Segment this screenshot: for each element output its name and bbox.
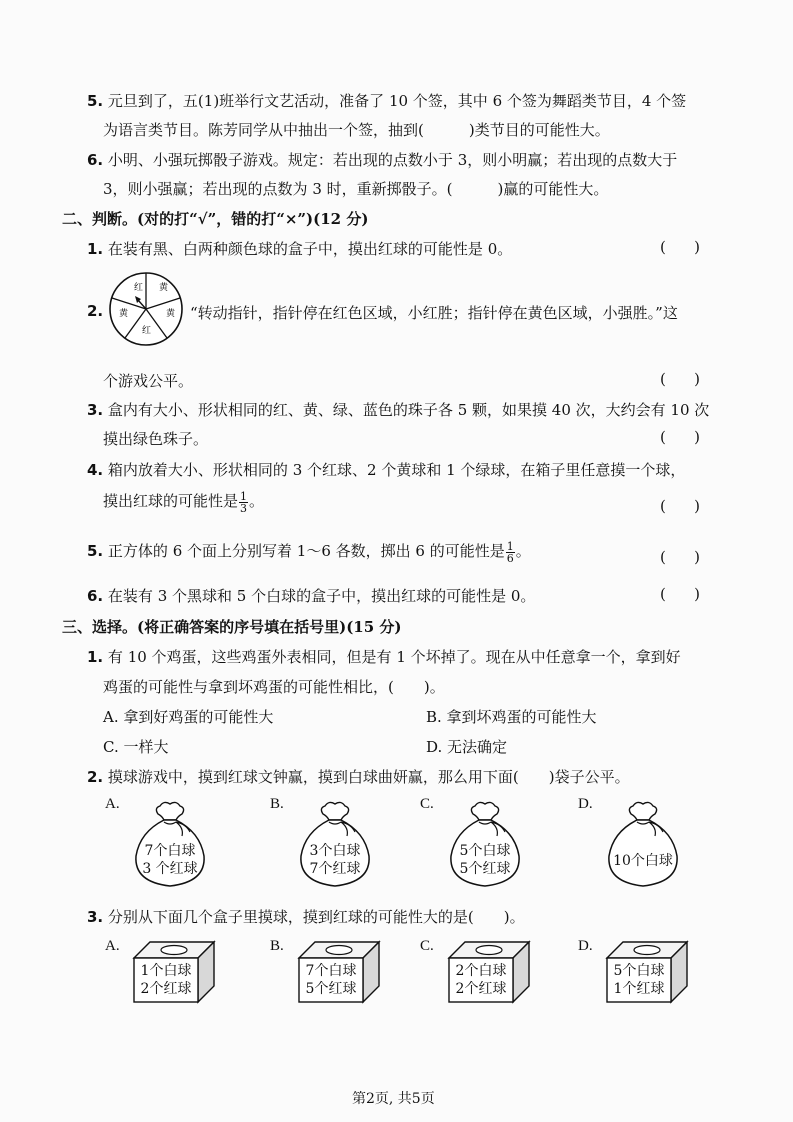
answer-paren[interactable]: ( ) — [660, 585, 700, 603]
bag-label — [445, 842, 525, 878]
answer-paren[interactable]: ( ) — [660, 370, 700, 388]
fraction: $\frac{1}{3}$ — [240, 489, 248, 515]
section-2-title: 二、判断。(对的打“√”，错的打“×”)(12 分) — [62, 210, 369, 228]
question-1-5: 5. 元旦到了，五(1)班举行文艺活动，准备了 10 个签，其中 6 个签为舞蹈类节目，4 个签 — [87, 92, 687, 110]
answer-paren[interactable]: ( ) — [660, 238, 700, 256]
spinner-label: 红 — [142, 326, 152, 336]
option-a[interactable]: A. 拿到好鸡蛋的可能性大 — [103, 708, 274, 726]
judge-3-line2: 摸出绿色珠子。 — [103, 430, 209, 448]
choice-2: 2. 摸球游戏中，摸到红球文钟赢，摸到白球曲妍赢，那么用下面( )袋子公平。 — [87, 768, 630, 786]
ball-box[interactable] — [130, 938, 216, 1004]
box-label — [299, 962, 363, 998]
judge-2-number: 2. — [87, 302, 104, 320]
bag-label-line: 3 个红球 — [142, 861, 198, 877]
ball-bag[interactable] — [295, 798, 375, 890]
bag-label-line: 5个红球 — [459, 861, 511, 877]
bag-option-letter[interactable]: B. — [270, 796, 284, 812]
box-option-letter[interactable]: B. — [270, 938, 284, 954]
ball-bag[interactable] — [603, 798, 683, 890]
question-1-5-line2: 为语言类节目。陈芳同学从中抽出一个签，抽到( )类节目的可能性大。 — [103, 121, 610, 139]
question-1-6: 6. 小明、小强玩掷骰子游戏。规定：若出现的点数小于 3，则小明赢；若出现的点数大于 — [87, 151, 678, 169]
answer-paren[interactable]: ( ) — [660, 428, 700, 446]
option-b[interactable]: B. 拿到坏鸡蛋的可能性大 — [426, 708, 597, 726]
box-label-line: 2个白球 — [455, 963, 507, 979]
bag-icon — [603, 798, 683, 890]
box-label — [607, 962, 671, 998]
box-label-line: 2个红球 — [140, 981, 192, 997]
choice-1-line2: 鸡蛋的可能性与拿到坏鸡蛋的可能性相比，( )。 — [103, 678, 445, 696]
ball-box[interactable] — [295, 938, 381, 1004]
spinner-diagram — [108, 271, 184, 347]
box-label-line: 2个红球 — [455, 981, 507, 997]
page-footer: 第2页, 共5页 — [352, 1091, 435, 1107]
bag-label — [130, 842, 210, 878]
judge-2-text: “转动指针，指针停在红色区域，小红胜；指针停在黄色区域，小强胜。”这 — [190, 304, 678, 322]
bag-option-letter[interactable]: A. — [105, 796, 120, 812]
bag-label-line: 7个白球 — [144, 843, 196, 859]
judge-2-text2: 个游戏公平。 — [103, 372, 194, 390]
box-label — [134, 962, 198, 998]
box-label — [449, 962, 513, 998]
box-label-line: 1个红球 — [613, 981, 665, 997]
ball-box[interactable] — [603, 938, 689, 1004]
judge-6: 6. 在装有 3 个黑球和 5 个白球的盒子中，摸出红球的可能性是 0。 — [87, 587, 536, 605]
choice-1: 1. 有 10 个鸡蛋，这些鸡蛋外表相同，但是有 1 个坏掉了。现在从中任意拿一个，拿到好 — [87, 648, 681, 666]
choice-3: 3. 分别从下面几个盒子里摸球，摸到红球的可能性大的是( )。 — [87, 908, 525, 926]
ball-bag[interactable] — [445, 798, 525, 890]
answer-paren[interactable]: ( ) — [660, 497, 700, 515]
option-d[interactable]: D. 无法确定 — [426, 738, 508, 756]
box-label-line: 5个白球 — [613, 963, 665, 979]
box-option-letter[interactable]: A. — [105, 938, 120, 954]
fraction: $\frac{1}{6}$ — [506, 539, 514, 565]
judge-4: 4. 箱内放着大小、形状相同的 3 个红球、2 个黄球和 1 个绿球，在箱子里任意摸一个球， — [87, 461, 686, 479]
bag-option-letter[interactable]: C. — [420, 796, 434, 812]
box-label-line: 7个白球 — [305, 963, 357, 979]
box-option-letter[interactable]: D. — [578, 938, 593, 954]
spinner-label: 黄 — [166, 309, 176, 319]
bag-label — [603, 852, 683, 870]
bag-label-line: 3个白球 — [309, 843, 361, 859]
section-3-title: 三、选择。(将正确答案的序号填在括号里)(15 分) — [62, 618, 402, 636]
judge-4-line2: 摸出红球的可能性是 $\frac{1}{3}$ 。 — [103, 489, 265, 515]
answer-paren[interactable]: ( ) — [660, 548, 700, 566]
spinner-label: 黄 — [119, 309, 129, 319]
box-label-line: 1个白球 — [140, 963, 192, 979]
option-c[interactable]: C. 一样大 — [103, 738, 169, 756]
bag-option-letter[interactable]: D. — [578, 796, 593, 812]
ball-bag[interactable] — [130, 798, 210, 890]
spinner-label: 黄 — [159, 283, 169, 293]
ball-box[interactable] — [445, 938, 531, 1004]
box-label-line: 5个红球 — [305, 981, 357, 997]
bag-label — [295, 842, 375, 878]
question-1-6-line2: 3，则小强赢；若出现的点数为 3 时，重新掷骰子。( )赢的可能性大。 — [103, 180, 609, 198]
spinner-label: 红 — [134, 283, 144, 293]
judge-3: 3. 盒内有大小、形状相同的红、黄、绿、蓝色的珠子各 5 颗，如果摸 40 次，大约会有 10 次 — [87, 401, 710, 419]
bag-label-line: 5个白球 — [459, 843, 511, 859]
box-option-letter[interactable]: C. — [420, 938, 434, 954]
judge-1: 1. 在装有黑、白两种颜色球的盒子中，摸出红球的可能性是 0。 — [87, 240, 513, 258]
bag-label-line: 7个红球 — [309, 861, 361, 877]
judge-5: 5. 正方体的 6 个面上分别写着 1～6 各数，掷出 6 的可能性是 $\frac{1}{6}$ 。 — [87, 539, 531, 565]
bag-label-line: 10个白球 — [613, 853, 673, 869]
